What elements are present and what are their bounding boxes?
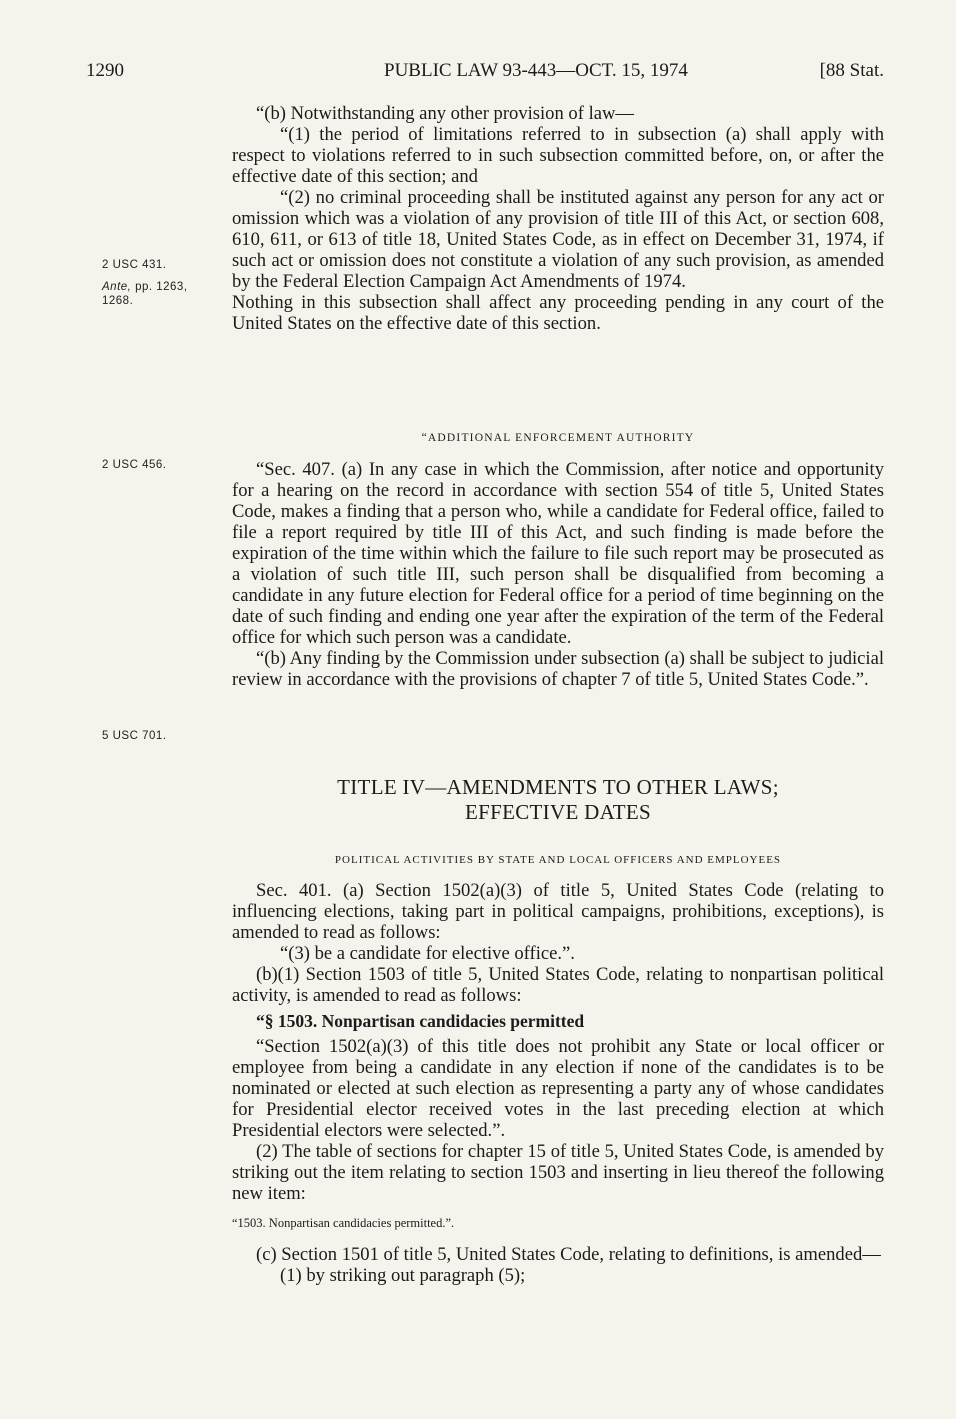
statute-reference: [88 Stat.: [819, 60, 884, 81]
section-401-a: Sec. 401. (a) Section 1502(a)(3) of title 5, United States Code (relating to influencing elections, taking part in political campaigns, prohibitions, exceptions), is amended to read as follows:: [232, 880, 884, 943]
margin-note-2-usc-456: 2 USC 456.: [102, 459, 167, 471]
section-401-a-quote: “(3) be a candidate for elective office.”.: [280, 943, 575, 964]
margin-note-ante-word: Ante,: [102, 281, 132, 293]
section-401-b-2: (2) The table of sections for chapter 15 of title 5, United States Code, is amended by striking out the item relating to section 1503 and inserting in lieu thereof the following new item:: [232, 1141, 884, 1204]
political-activities-heading: POLITICAL ACTIVITIES BY STATE AND LOCAL OFFICERS AND EMPLOYEES: [334, 854, 782, 866]
additional-enforcement-heading: “ADDITIONAL ENFORCEMENT AUTHORITY: [421, 432, 695, 444]
title-iv-line-1: TITLE IV—AMENDMENTS TO OTHER LAWS;: [337, 775, 779, 799]
section-b-intro: “(b) Notwithstanding any other provision of law—: [256, 103, 635, 124]
margin-note-ante-pages-cont: 1268.: [102, 295, 134, 307]
section-1503-text: “Section 1502(a)(3) of this title does not prohibit any State or local officer or employee from being a candidate in any election if none of the candidates is to be nominated or elected at such election as representing a party any of whose candidates for Presidential elector received votes in the last preceding election at which Presidential electors were selected.”.: [232, 1036, 884, 1141]
section-401-c: (c) Section 1501 of title 5, United States Code, relating to definitions, is amended—: [256, 1244, 881, 1265]
section-407-block: [232, 459, 884, 690]
margin-note-5-usc-701: 5 USC 701.: [102, 730, 167, 742]
section-1503-heading: “§ 1503. Nonpartisan candidacies permitted: [256, 1011, 585, 1031]
page-header: [86, 60, 884, 86]
section-b-para-1: “(1) the period of limitations referred to in subsection (a) shall apply with respect to violations referred to in such subsection committed before, on, or after the effective date of this section; and: [232, 124, 884, 187]
page-number: 1290: [86, 60, 124, 81]
title-iv-heading: [232, 775, 884, 825]
margin-note-ante: [102, 280, 188, 308]
section-401-b-1: (b)(1) Section 1503 of title 5, United States Code, relating to nonpartisan political activity, is amended to read as follows:: [232, 964, 884, 1006]
section-b-para-2: “(2) no criminal proceeding shall be instituted against any person for any act or omission which was a violation of any provision of title III of this Act, or section 608, 610, 611, or 613 of title 18, United States Code, as in effect on December 31, 1974, if such act or omission does not constitute a violation of any such provision, as amended by the Federal Election Campaign Act Amendments of 1974.: [232, 187, 884, 292]
section-407-b: “(b) Any finding by the Commission under subsection (a) shall be subject to judicial review in accordance with the provisions of chapter 7 of title 5, United States Code.”.: [232, 648, 884, 690]
section-401-block: [232, 880, 884, 1286]
table-of-sections-item: “1503. Nonpartisan candidacies permitted.”.: [232, 1216, 455, 1230]
margin-note-2-usc-431: 2 USC 431.: [102, 259, 167, 271]
margin-note-ante-pages: pp. 1263,: [135, 281, 188, 293]
section-b-closing: Nothing in this subsection shall affect any proceeding pending in any court of the United States on the effective date of this section.: [232, 292, 884, 334]
section-401-c-1: (1) by striking out paragraph (5);: [280, 1265, 526, 1286]
section-b-block: [232, 103, 884, 334]
running-title: PUBLIC LAW 93-443—OCT. 15, 1974: [384, 60, 688, 81]
title-iv-line-2: EFFECTIVE DATES: [465, 800, 651, 824]
section-407-a: “Sec. 407. (a) In any case in which the Commission, after notice and opportunity for a hearing on the record in accordance with section 554 of title 5, United States Code, makes a finding that a person who, while a candidate for Federal office, failed to file a report required by title III of this Act, and such finding is made before the expiration of the time within which the failure to file such report may be prosecuted as a violation of such title III, such person shall be disqualified from becoming a candidate in any future election for Federal office for a period of time beginning on the date of such finding and ending one year after the expiration of the term of the Federal office for which such person was a candidate.: [232, 459, 884, 648]
